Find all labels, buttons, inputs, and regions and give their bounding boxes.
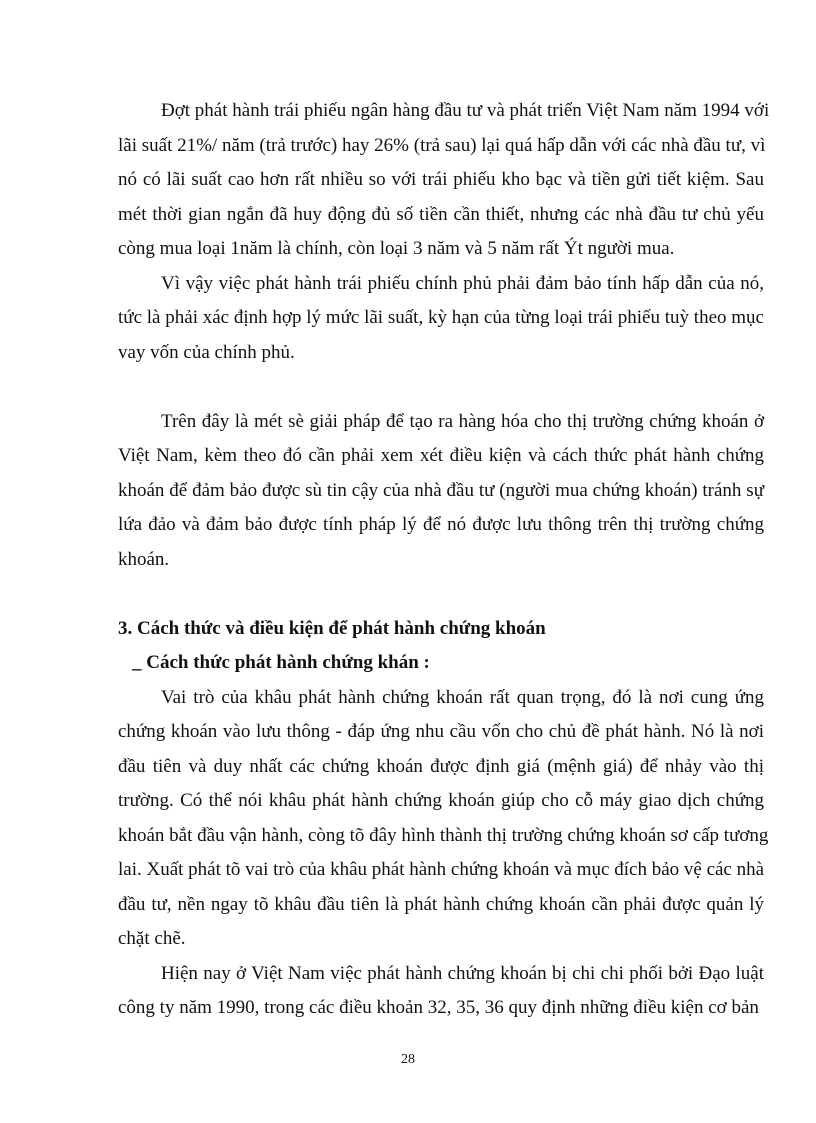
paragraph-line: Đợt phát hành trái phiếu ngân hàng đầu tư và phát triển Việt Nam năm 1994 với (161, 100, 770, 121)
paragraph-line: nó có lãi suất cao hơn rất nhiều so với trái phiếu kho bạc và tiền gửi tiết kiệm. Sau (118, 169, 764, 190)
paragraph-line: đầu tiên và duy nhất các chứng khoán được định giá (mệnh giá) để nhảy vào thị (118, 755, 764, 777)
paragraph-line: đầu tư, nền ngay tõ khâu đầu tiên là phát hành chứng khoán cần phải được quản lý (118, 893, 764, 915)
paragraph-line: lai. Xuất phát tõ vai trò của khâu phát hành chứng khoán và mục đích bảo vệ các nhà (118, 859, 765, 880)
paragraph-line: mét thời gian ngắn đã huy động đủ số tiền cần thiết, nhưng các nhà đầu tư chủ yếu (118, 203, 764, 225)
paragraph-line: chặt chẽ. (118, 928, 186, 949)
paragraph-line: công ty năm 1990, trong các điều khoản 32, 35, 36 quy định những điều kiện cơ bản (118, 997, 759, 1018)
paragraph-line: Vì vậy việc phát hành trái phiếu chính phủ phải đảm bảo tính hấp dẫn của nó, (161, 272, 764, 294)
paragraph-line: tức là phải xác định hợp lý mức lãi suất, kỳ hạn của từng loại trái phiếu tuỳ theo mục (118, 307, 764, 328)
paragraph-line: Vai trò của khâu phát hành chứng khoán rất quan trọng, đó là nơi cung ứng (161, 686, 764, 708)
paragraph-line: khoán. (118, 548, 170, 570)
paragraph-3 (118, 405, 764, 578)
paragraph-line: khoán bắt đầu vận hành, còng tõ đây hình thành thị trường chứng khoán sơ cấp tương (118, 824, 769, 846)
blank-line (118, 370, 764, 405)
document-page (118, 94, 770, 1026)
paragraph-line: Trên đây là mét sè giải pháp để tạo ra hàng hóa cho thị trường chứng khoán ở (161, 410, 764, 432)
paragraph-line: chứng khoán vào lưu thông - đáp ứng nhu cầu vốn cho chủ đề phát hành. Nó là nơi (118, 721, 764, 742)
paragraph-line: còng mua loại 1năm là chính, còn loại 3 năm và 5 năm rất Ýt người mua. (118, 238, 675, 259)
sub-heading: _ Cách thức phát hành chứng khán : (132, 652, 430, 673)
paragraph-line: lứa đảo và đảm bảo được tính pháp lý để nó được lưu thông trên thị trường chứng (118, 514, 764, 535)
paragraph-line: lãi suất 21%/ năm (trả trước) hay 26% (trả sau) lại quá hấp dẫn với các nhà đầu tư, vì (118, 134, 766, 156)
blank-line (118, 577, 764, 612)
paragraph-line: Hiện nay ở Việt Nam việc phát hành chứng khoán bị chi chi phối bởi Đạo luật (161, 962, 764, 984)
paragraph-line: khoán để đảm bảo được sù tin cậy của nhà đầu tư (người mua chứng khoán) tránh sự (118, 479, 764, 501)
paragraph-5 (118, 957, 764, 1026)
paragraph-line: vay vốn của chính phủ. (118, 341, 295, 363)
page-number: 28 (401, 1052, 415, 1067)
paragraph-2 (118, 267, 764, 371)
paragraph-line: Việt Nam, kèm theo đó cần phải xem xét điều kiện và cách thức phát hành chứng (118, 445, 764, 466)
paragraph-4 (118, 681, 769, 957)
paragraph-1 (118, 94, 770, 267)
section-heading: 3. Cách thức và điều kiện để phát hành chứng khoán (118, 617, 546, 639)
paragraph-line: trường. Có thể nói khâu phát hành chứng khoán giúp cho cỗ máy giao dịch chứng (118, 790, 764, 811)
